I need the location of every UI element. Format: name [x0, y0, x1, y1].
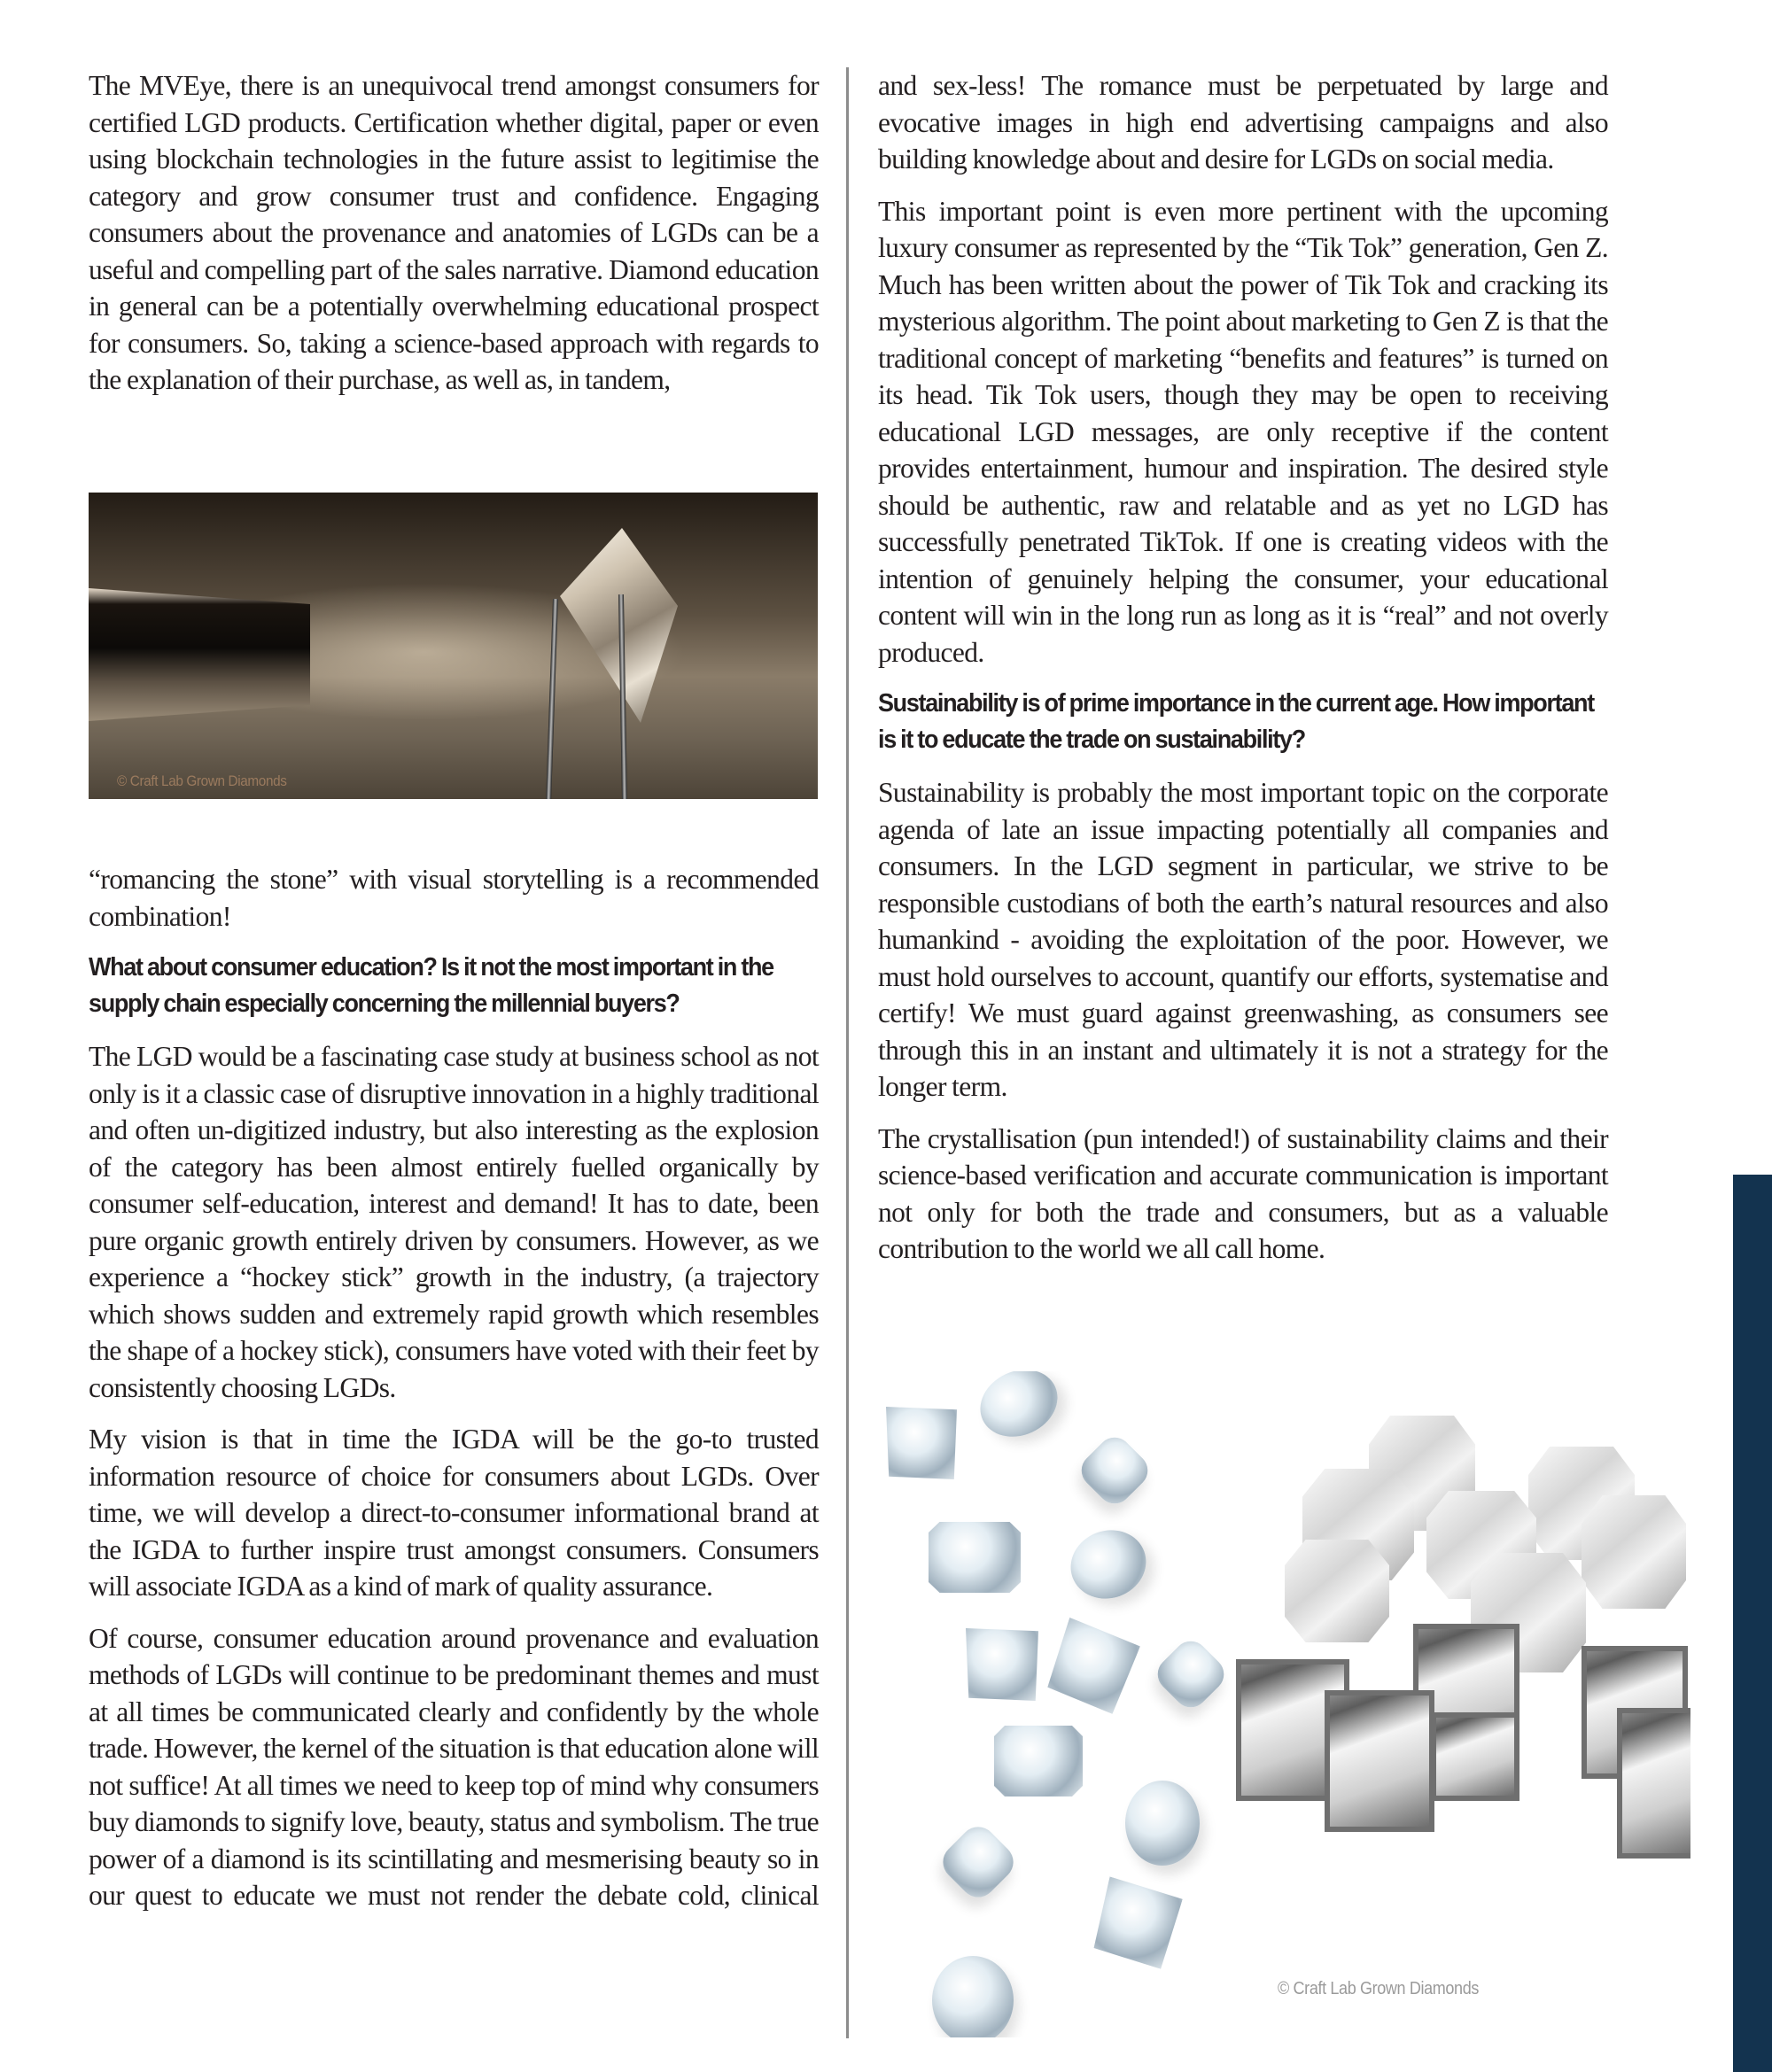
- cushion-cut-diamond: [936, 1820, 1021, 1905]
- photo-credit-caption: © Craft Lab Grown Diamonds: [117, 772, 287, 789]
- cvd-plate: [1617, 1708, 1690, 1859]
- paragraph-romancing: “romancing the stone” with visual storytelling is a recommended combination!: [89, 864, 819, 932]
- cvd-plate: [1431, 1712, 1519, 1801]
- rough-crystal: [1285, 1540, 1389, 1642]
- cushion-cut-diamond: [1075, 1431, 1155, 1511]
- princess-cut-diamond: [966, 1628, 1038, 1701]
- round-cut-diamond: [932, 1956, 1014, 2037]
- diamond-laser-photo: [89, 493, 818, 799]
- question-sustainability: Sustainability is of prime importance in the current age. How important is it to educate the trade on sustainability?: [878, 689, 1594, 754]
- paragraph-sustainability: Sustainability is probably the most important topic on the corporate agenda of late an issue impacting potentially all companies and consumers. In the LGD segment in particular, we strive to be responsible custodians of both the earth’s natural resources and also humankind - avoiding the exploitation of the poor. However, we must hold ourselves to account, quantify our efforts, systematise and certify! We must guard against greenwashing, as consumers see through this in an instant and ultimately it is not a strategy for the longer term.: [878, 777, 1608, 1102]
- page-edge-tab: [1733, 1175, 1772, 2072]
- right-column: [878, 67, 1608, 1283]
- paragraph-of-course: Of course, consumer education around provenance and evaluation methods of LGDs will continue to be predominant themes and must at all times be communicated clearly and confidently by the whole trade. However, the kernel of the situation is that education alone will not suffice! At all times we need to keep top of mind why consumers buy diamonds to signify love, beauty, status and symbolism. The true power of a diamond is its scintillating and mesmerising beauty so in our quest to educate we must not render the debate cold, clinical: [89, 1622, 819, 1911]
- paragraph-tiktok: This important point is even more pertinent with the upcoming luxury consumer as represented by the “Tik Tok” generation, Gen Z. Much has been written about the power of Tik Tok and cracking its mysterious algorithm. The point about marketing to Gen Z is that the traditional concept of marketing “benefits and features” is turned on its head. Tik Tok users, though they may be open to receiving educational LGD messages, are only receptive if the content provides entertainment, humour and inspiration. The desired style should be authentic, raw and relatable and as yet no LGD has successfully penetrated TikTok. If one is creating videos with the intention of genuinely helping the consumer, your educational content will win in the long run as long as it is “real” and not overly produced.: [878, 195, 1608, 668]
- question-consumer-education: What about consumer education? Is it not the most important in the supply chain especially concerning the millennial buyers?: [89, 953, 773, 1018]
- paragraph-case-study: The LGD would be a fascinating case study at business school as not only is it a classic case of disruptive innovation in a highly traditional and often un-digitized industry, but also interesting as the explosion of the category has been almost entirely fuelled organically by consumer self-education, interest and demand! It has to date, been pure organic growth entirely driven by consumers. However, as we experience a “hockey stick” growth in the industry, (a trajectory which shows sudden and extremely rapid growth which resembles the shape of a hockey stick), consumers have voted with their feet by consistently choosing LGDs.: [89, 1041, 819, 1403]
- rough-crystal: [1582, 1495, 1686, 1609]
- column-divider: [846, 67, 849, 2038]
- left-column-lower: [89, 861, 819, 1929]
- paragraph-crystallisation: The crystallisation (pun intended!) of sustainability claims and their science-based verification and accurate communication is important not only for both the trade and consumers, but as a valuable contribution to the world we all call home.: [878, 1122, 1608, 1264]
- cushion-cut-diamond: [1151, 1634, 1232, 1715]
- oval-cut-diamond: [969, 1371, 1069, 1449]
- diamonds-collage-photo: [877, 1371, 1690, 2037]
- diamond-shape: [554, 528, 678, 723]
- nozzle-shape: [89, 588, 310, 721]
- emerald-cut-diamond: [929, 1522, 1021, 1593]
- princess-cut-diamond: [1044, 1618, 1141, 1715]
- princess-cut-diamond: [886, 1407, 957, 1479]
- photo-credit-caption: © Craft Lab Grown Diamonds: [1278, 1979, 1479, 1998]
- princess-cut-diamond: [1090, 1876, 1183, 1969]
- paragraph-certification: The MVEye, there is an unequivocal trend amongst consumers for certified LGD products. Certification whether digital, paper or even using blockchain technologies in the future assist to legitimise the category and grow consumer trust and confidence. Engaging consumers about the provenance and anatomies of LGDs can be a useful and compelling part of the sales narrative. Diamond education in general can be a potentially overwhelming educational prospect for consumers. So, taking a science-based approach with regards to the explanation of their purchase, as well as, in tandem,: [89, 70, 819, 395]
- paragraph-sex-less: and sex-less! The romance must be perpetuated by large and evocative images in high end advertising campaigns and also building knowledge about and desire for LGDs on social media.: [878, 70, 1608, 175]
- tweezer-left: [546, 599, 558, 799]
- oval-cut-diamond: [1061, 1520, 1156, 1610]
- round-cut-diamond: [1125, 1781, 1200, 1866]
- left-column: [89, 67, 819, 399]
- cvd-plate: [1325, 1690, 1434, 1832]
- emerald-cut-diamond: [994, 1726, 1083, 1797]
- paragraph-vision: My vision is that in time the IGDA will be the go-to trusted information resource of choice for consumers about LGDs. Over time, we will develop a direct-to-consumer informational brand at the IGDA to further inspire trust amongst consumers. Consumers will associate IGDA as a kind of mark of quality assurance.: [89, 1424, 819, 1602]
